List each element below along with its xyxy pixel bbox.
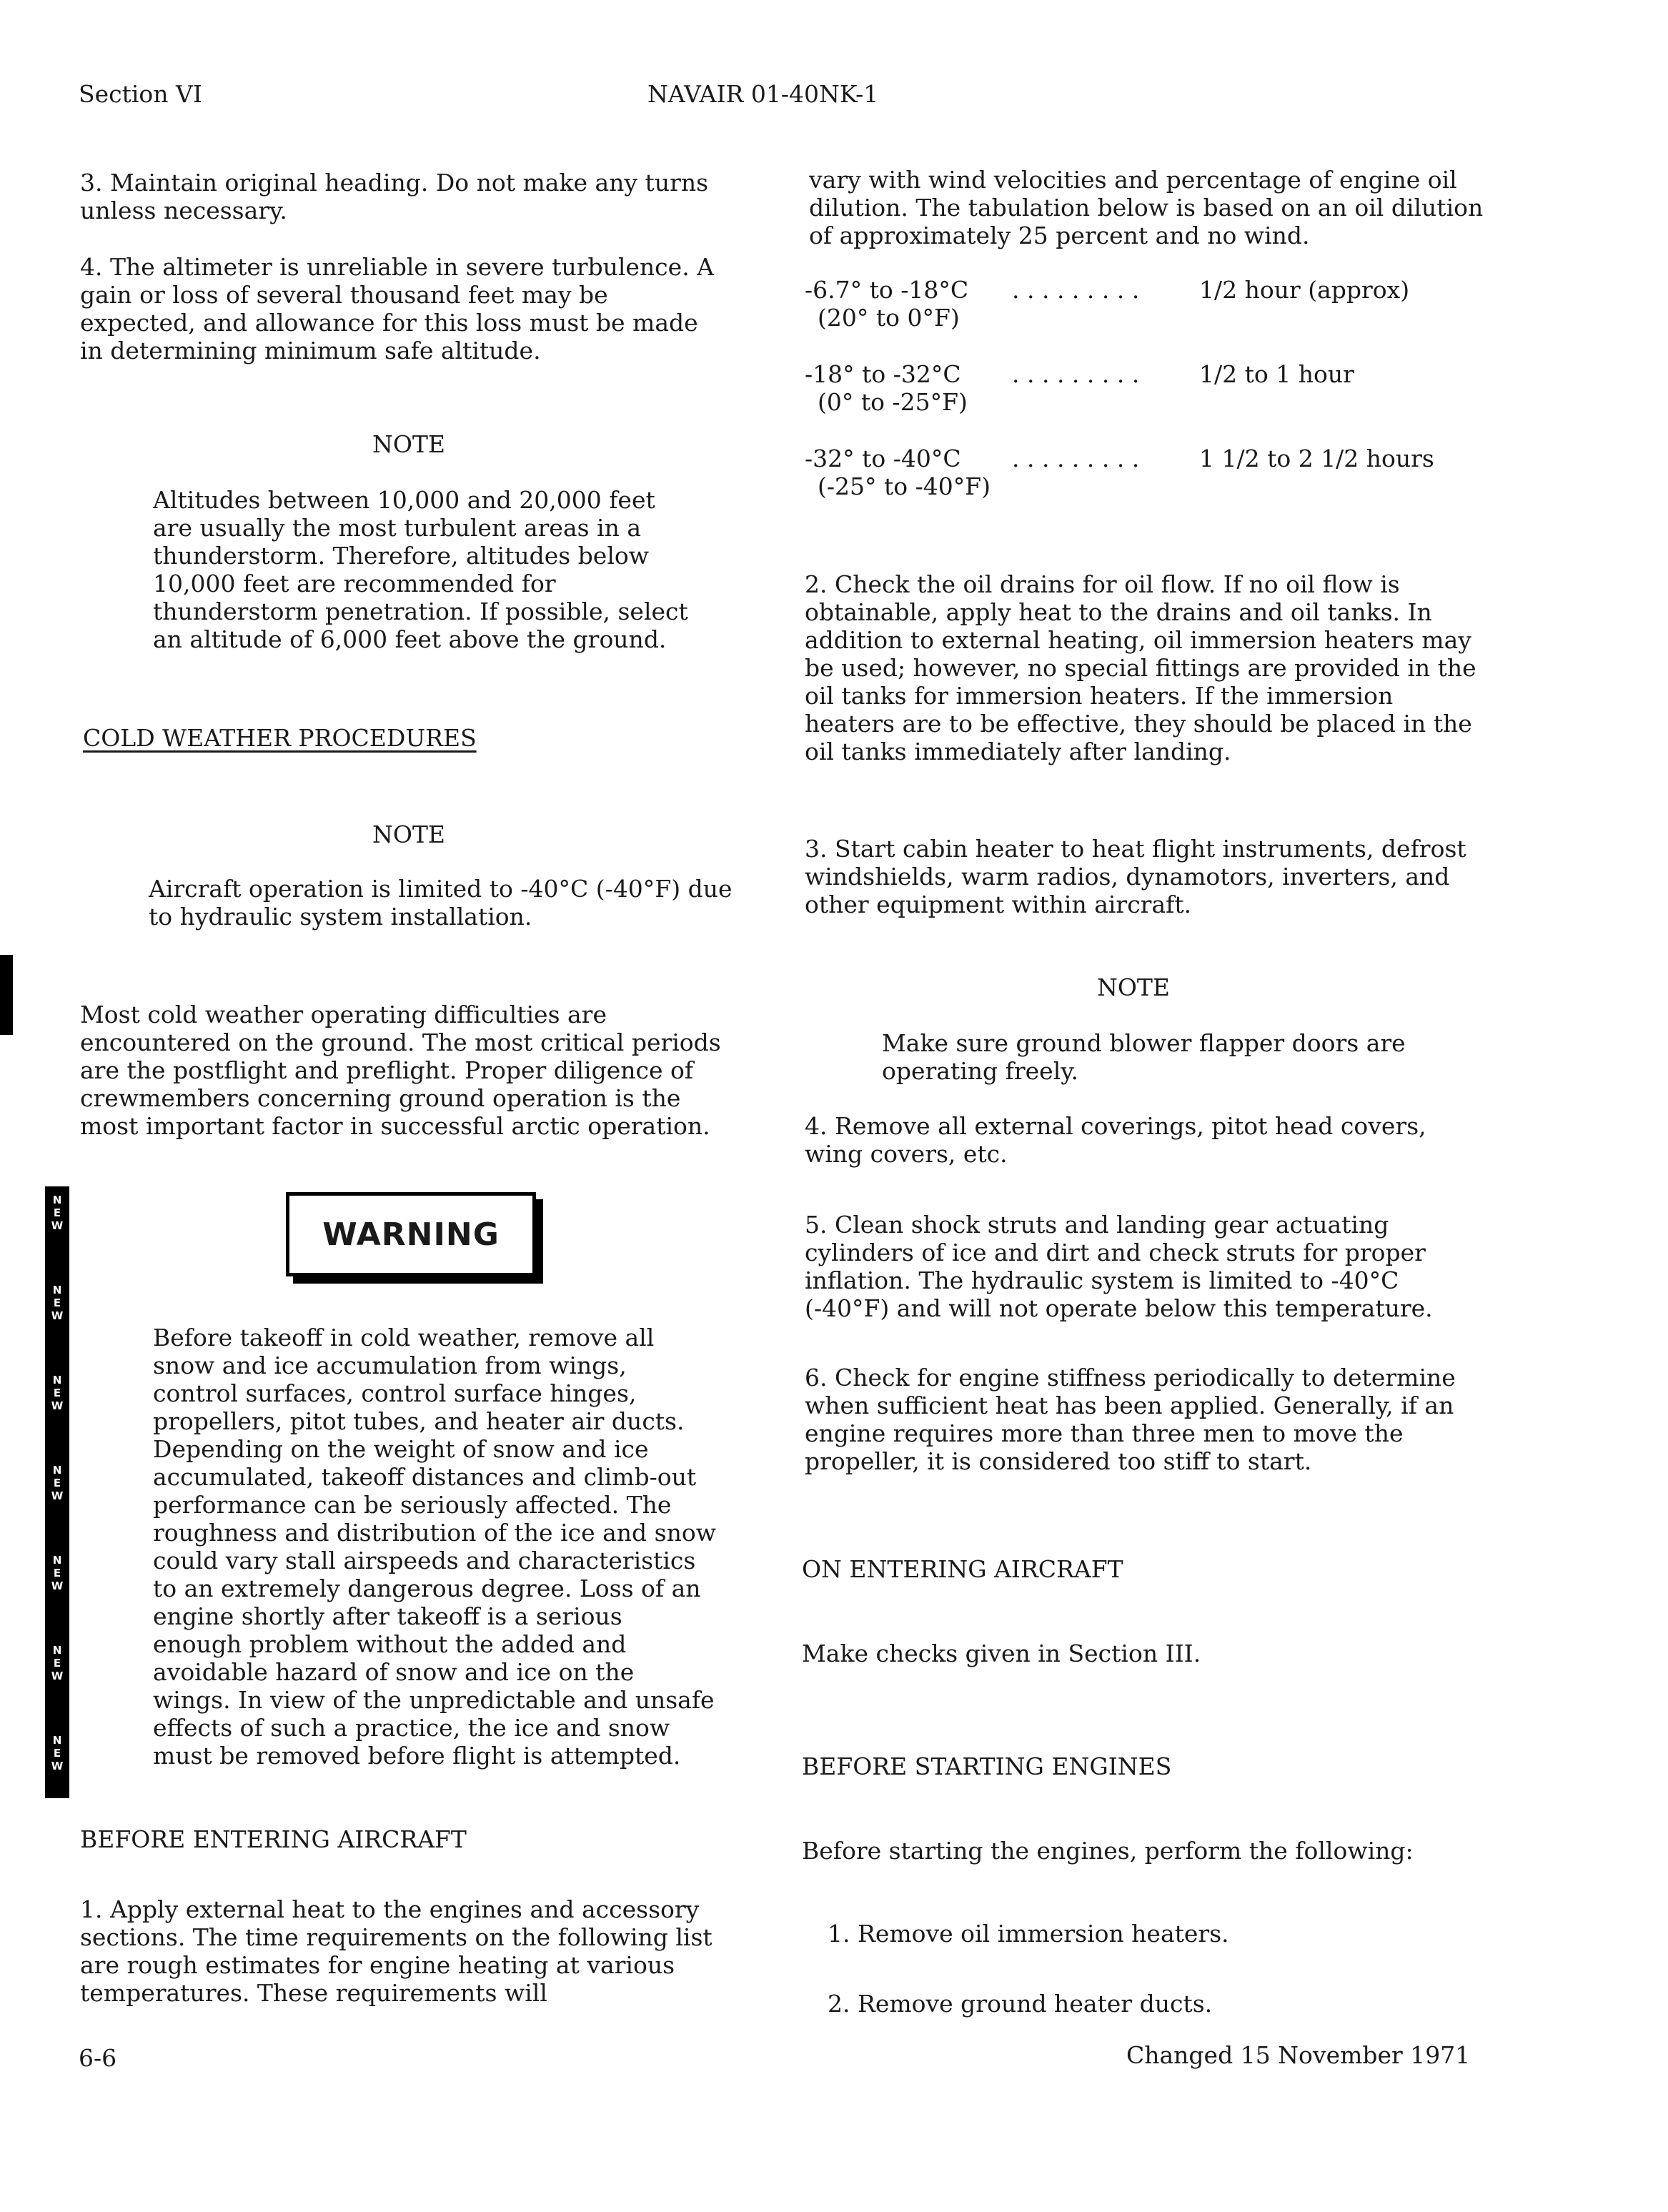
warning-label: WARNING bbox=[322, 1216, 500, 1253]
temp-range-c: -18° to -32°C bbox=[805, 360, 961, 388]
temp-range-f: (-25° to -40°F) bbox=[818, 472, 991, 500]
temp-range-c: -6.7° to -18°C bbox=[805, 276, 969, 304]
oil-dilution-text: vary with wind velocities and percentage of engine oil dilution. The tabulation below is based on an oil dilution of approximately 25 percent and no wind. bbox=[809, 166, 1484, 249]
heating-time: 1 1/2 to 2 1/2 hours bbox=[1199, 445, 1434, 472]
cold-weather-intro: Most cold weather operating difficulties are encountered on the ground. The most critical periods are the postflight and preflight. Proper diligence of crewmembers concerning ground operation is the most important factor in successful arctic operation. bbox=[80, 1001, 721, 1140]
item-2-oil-drains: 2. Check the oil drains for oil flow. If no oil flow is obtainable, apply heat to the drains and oil tanks. In addition to external heating, oil immersion heaters may be used; however, no special fittings are provided in the oil tanks for immersion heaters. If the immersion heaters are to be effective, they should be placed in the oil tanks immediately after landing. bbox=[805, 570, 1476, 765]
new-marker: N E W bbox=[51, 1194, 64, 1232]
on-entering-text: Make checks given in Section III. bbox=[802, 1640, 1201, 1667]
note-title: NOTE bbox=[1096, 973, 1171, 1001]
note-title: NOTE bbox=[372, 430, 446, 458]
note-turbulence-text: Altitudes between 10,000 and 20,000 feet are usually the most turbulent areas in a thunderstorm. Therefore, altitudes below 10,000 feet are recommended for thunderstorm penetration. If possible, select an altitude of 6,000 feet above the ground. bbox=[153, 486, 688, 653]
item-3-cabin-heater: 3. Start cabin heater to heat flight instruments, defrost windshields, warm radios, dynamotors, inverters, and other equipment within aircraft. bbox=[805, 835, 1466, 918]
heating-time-table bbox=[805, 276, 1519, 500]
temp-range-c: -32° to -40°C bbox=[805, 445, 961, 472]
start-item-2: 2. Remove ground heater ducts. bbox=[828, 1990, 1213, 2018]
new-marker: N E W bbox=[51, 1284, 64, 1322]
note-title: NOTE bbox=[372, 820, 446, 848]
before-entering-heading: BEFORE ENTERING AIRCRAFT bbox=[80, 1825, 467, 1853]
change-bar bbox=[0, 955, 13, 1035]
before-starting-intro: Before starting the engines, perform the following: bbox=[802, 1837, 1414, 1865]
table-row bbox=[805, 445, 1519, 500]
new-marker: N E W bbox=[51, 1464, 64, 1502]
temp-range-f: (0° to -25°F) bbox=[818, 388, 968, 416]
table-row bbox=[805, 276, 1519, 360]
heating-time: 1/2 hour (approx) bbox=[1199, 276, 1410, 304]
leader-dots: . . . . . . . . . bbox=[1012, 360, 1140, 388]
changed-date: Changed 15 November 1971 bbox=[1126, 2041, 1471, 2069]
note-operation-limit-text: Aircraft operation is limited to -40°C (-40°F) due to hydraulic system installation. bbox=[149, 875, 733, 931]
item-5-shock-struts: 5. Clean shock struts and landing gear actuating cylinders of ice and dirt and check struts for proper inflation. The hydraulic system is limited to -40°C (-40°F) and will not operate below this temperature. bbox=[805, 1211, 1433, 1322]
leader-dots: . . . . . . . . . bbox=[1012, 276, 1140, 304]
item-4-altimeter: 4. The altimeter is unreliable in severe turbulence. A gain or loss of several thousand feet may be expected, and allowance for this loss must be made in determining minimum safe altitude. bbox=[80, 253, 715, 364]
leader-dots: . . . . . . . . . bbox=[1012, 445, 1140, 472]
item-1-external-heat: 1. Apply external heat to the engines and accessory sections. The time requirements on the following list are rough estimates for engine heating at various temperatures. These requirements will bbox=[80, 1895, 713, 2007]
item-6-engine-stiffness: 6. Check for engine stiffness periodically to determine when sufficient heat has been applied. Generally, if an engine requires more than three men to move the propeller, it is considered too stiff to start. bbox=[805, 1364, 1456, 1475]
note-blower-doors-text: Make sure ground blower flapper doors are operating freely. bbox=[882, 1029, 1406, 1085]
heating-time: 1/2 to 1 hour bbox=[1199, 360, 1354, 388]
item-3-maintain-heading: 3. Maintain original heading. Do not make any turns unless necessary. bbox=[80, 169, 709, 224]
item-4-coverings: 4. Remove all external coverings, pitot head covers, wing covers, etc. bbox=[805, 1112, 1426, 1168]
new-marker: N E W bbox=[51, 1644, 64, 1682]
cold-weather-heading: COLD WEATHER PROCEDURES bbox=[83, 724, 477, 752]
warning-text: Before takeoff in cold weather, remove all snow and ice accumulation from wings, control surfaces, control surface hinges, propellers, pitot tubes, and heater air ducts. Depending on the weight of snow and ice accumulated, takeoff distances and climb-out performance can be seriously affected. The roughness and distribution of the ice and snow could vary stall airspeeds and characteristics to an extremely dangerous degree. Loss of an engine shortly after takeoff is a serious enough problem without the added and avoidable hazard of snow and ice on the wings. In view of the unpredictable and unsafe effects of such a practice, the ice and snow must be removed before flight is attempted. bbox=[153, 1324, 716, 1770]
new-marker: N E W bbox=[51, 1554, 64, 1592]
warning-box bbox=[286, 1192, 536, 1276]
temp-range-f: (20° to 0°F) bbox=[818, 304, 960, 332]
new-marker: N E W bbox=[51, 1734, 64, 1772]
section-label: Section VI bbox=[79, 80, 202, 108]
table-row bbox=[805, 360, 1519, 445]
start-item-1: 1. Remove oil immersion heaters. bbox=[828, 1920, 1229, 1948]
before-starting-heading: BEFORE STARTING ENGINES bbox=[802, 1752, 1172, 1780]
page-number: 6-6 bbox=[79, 2044, 117, 2072]
new-marker: N E W bbox=[51, 1374, 64, 1412]
new-change-strip bbox=[45, 1186, 69, 1798]
document-id: NAVAIR 01-40NK-1 bbox=[647, 80, 879, 108]
on-entering-heading: ON ENTERING AIRCRAFT bbox=[802, 1555, 1123, 1583]
